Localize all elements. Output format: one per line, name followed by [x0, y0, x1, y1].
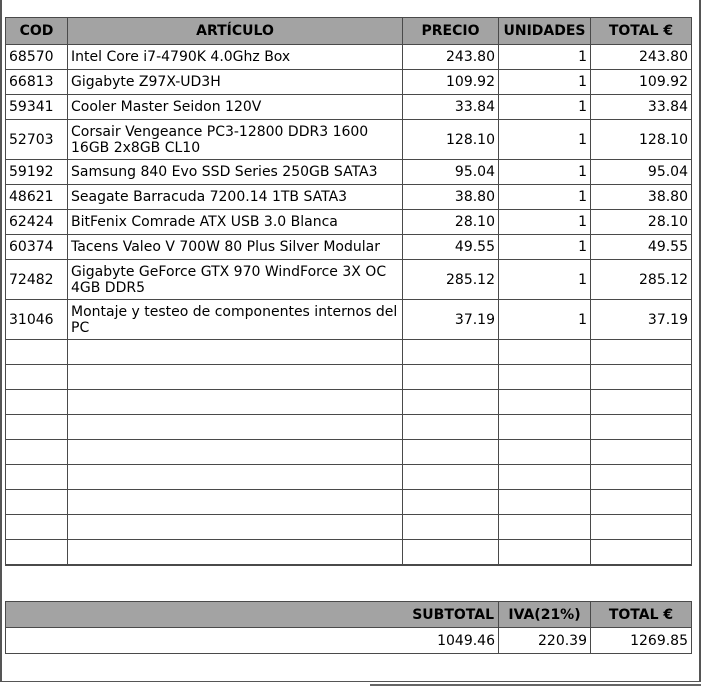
- empty-cell: [499, 465, 591, 490]
- empty-cell: [403, 465, 499, 490]
- empty-cell: [591, 515, 692, 540]
- cell-precio: 33.84: [403, 95, 499, 120]
- totals-header-row: [6, 602, 692, 628]
- empty-cell: [6, 415, 68, 440]
- cell-articulo: Tacens Valeo V 700W 80 Plus Silver Modular: [68, 235, 403, 260]
- cell-total: 37.19: [591, 300, 692, 340]
- table-row: [6, 95, 692, 120]
- empty-cell: [403, 515, 499, 540]
- cell-unidades: 1: [499, 70, 591, 95]
- cell-articulo: Samsung 840 Evo SSD Series 250GB SATA3: [68, 160, 403, 185]
- cell-articulo: Gigabyte GeForce GTX 970 WindForce 3X OC 4GB DDR5: [68, 260, 403, 300]
- empty-cell: [6, 390, 68, 415]
- header-cod: COD: [6, 18, 68, 45]
- empty-cell: [591, 390, 692, 415]
- table-row: [6, 260, 692, 300]
- empty-cell: [68, 390, 403, 415]
- empty-cell: [499, 490, 591, 515]
- cell-total: 33.84: [591, 95, 692, 120]
- table-row: [6, 70, 692, 95]
- cell-cod: 31046: [6, 300, 68, 340]
- empty-cell: [6, 540, 68, 566]
- header-total: TOTAL €: [591, 18, 692, 45]
- empty-cell: [499, 365, 591, 390]
- empty-row: [6, 515, 692, 540]
- cell-cod: 72482: [6, 260, 68, 300]
- cell-precio: 243.80: [403, 45, 499, 70]
- empty-cell: [6, 440, 68, 465]
- cell-precio: 37.19: [403, 300, 499, 340]
- cell-cod: 66813: [6, 70, 68, 95]
- empty-row: [6, 540, 692, 566]
- totals-table: [5, 601, 692, 654]
- empty-cell: [499, 340, 591, 365]
- table-row: [6, 235, 692, 260]
- empty-cell: [68, 415, 403, 440]
- empty-cell: [68, 540, 403, 566]
- empty-cell: [499, 390, 591, 415]
- empty-cell: [6, 340, 68, 365]
- cell-precio: 95.04: [403, 160, 499, 185]
- invoice-items-table: [5, 17, 692, 566]
- cell-precio: 38.80: [403, 185, 499, 210]
- empty-cell: [68, 365, 403, 390]
- empty-cell: [591, 490, 692, 515]
- cell-unidades: 1: [499, 45, 591, 70]
- cell-precio: 285.12: [403, 260, 499, 300]
- header-articulo: ARTÍCULO: [68, 18, 403, 45]
- empty-cell: [499, 440, 591, 465]
- cell-articulo: Corsair Vengeance PC3-12800 DDR3 1600 16GB 2x8GB CL10: [68, 120, 403, 160]
- empty-cell: [591, 540, 692, 566]
- empty-cell: [6, 490, 68, 515]
- cell-total: 128.10: [591, 120, 692, 160]
- cell-unidades: 1: [499, 300, 591, 340]
- cell-precio: 28.10: [403, 210, 499, 235]
- table-row: [6, 45, 692, 70]
- empty-row: [6, 465, 692, 490]
- empty-row: [6, 440, 692, 465]
- empty-cell: [591, 465, 692, 490]
- cell-precio: 109.92: [403, 70, 499, 95]
- subtotal-label: SUBTOTAL: [6, 602, 499, 628]
- cell-total: 95.04: [591, 160, 692, 185]
- empty-cell: [403, 340, 499, 365]
- empty-row: [6, 365, 692, 390]
- table-row: [6, 210, 692, 235]
- cell-unidades: 1: [499, 95, 591, 120]
- cell-total: 243.80: [591, 45, 692, 70]
- cell-total: 285.12: [591, 260, 692, 300]
- empty-row: [6, 415, 692, 440]
- cell-unidades: 1: [499, 185, 591, 210]
- empty-cell: [68, 465, 403, 490]
- empty-cell: [68, 515, 403, 540]
- cell-articulo: BitFenix Comrade ATX USB 3.0 Blanca: [68, 210, 403, 235]
- empty-cell: [68, 340, 403, 365]
- empty-cell: [403, 390, 499, 415]
- empty-row: [6, 390, 692, 415]
- table-row: [6, 120, 692, 160]
- table-row: [6, 185, 692, 210]
- cell-articulo: Intel Core i7-4790K 4.0Ghz Box: [68, 45, 403, 70]
- cell-articulo: Seagate Barracuda 7200.14 1TB SATA3: [68, 185, 403, 210]
- cell-total: 49.55: [591, 235, 692, 260]
- subtotal-value: 1049.46: [6, 628, 499, 654]
- empty-cell: [591, 365, 692, 390]
- empty-cell: [6, 365, 68, 390]
- empty-cell: [403, 415, 499, 440]
- cell-unidades: 1: [499, 210, 591, 235]
- cell-unidades: 1: [499, 160, 591, 185]
- header-precio: PRECIO: [403, 18, 499, 45]
- totals-value-row: [6, 628, 692, 654]
- table-header-row: [6, 18, 692, 45]
- cell-cod: 59341: [6, 95, 68, 120]
- cell-precio: 49.55: [403, 235, 499, 260]
- header-unidades: UNIDADES: [499, 18, 591, 45]
- cell-cod: 52703: [6, 120, 68, 160]
- cell-cod: 68570: [6, 45, 68, 70]
- empty-cell: [499, 540, 591, 566]
- total-value: 1269.85: [591, 628, 692, 654]
- empty-row: [6, 340, 692, 365]
- empty-cell: [6, 515, 68, 540]
- empty-cell: [403, 365, 499, 390]
- cell-unidades: 1: [499, 260, 591, 300]
- table-body: [6, 45, 692, 566]
- cell-cod: 48621: [6, 185, 68, 210]
- cell-articulo: Gigabyte Z97X-UD3H: [68, 70, 403, 95]
- cell-unidades: 1: [499, 235, 591, 260]
- cell-total: 109.92: [591, 70, 692, 95]
- total-label: TOTAL €: [591, 602, 692, 628]
- empty-cell: [68, 490, 403, 515]
- empty-cell: [499, 515, 591, 540]
- empty-cell: [403, 490, 499, 515]
- empty-cell: [591, 415, 692, 440]
- empty-cell: [68, 440, 403, 465]
- iva-label: IVA(21%): [499, 602, 591, 628]
- iva-value: 220.39: [499, 628, 591, 654]
- cell-total: 28.10: [591, 210, 692, 235]
- empty-cell: [499, 415, 591, 440]
- cell-articulo: Cooler Master Seidon 120V: [68, 95, 403, 120]
- cell-total: 38.80: [591, 185, 692, 210]
- empty-cell: [591, 440, 692, 465]
- empty-cell: [6, 465, 68, 490]
- cell-cod: 59192: [6, 160, 68, 185]
- table-row: [6, 300, 692, 340]
- empty-cell: [591, 340, 692, 365]
- table-row: [6, 160, 692, 185]
- cell-cod: 62424: [6, 210, 68, 235]
- cell-articulo: Montaje y testeo de componentes internos del PC: [68, 300, 403, 340]
- cell-cod: 60374: [6, 235, 68, 260]
- cell-precio: 128.10: [403, 120, 499, 160]
- empty-cell: [403, 540, 499, 566]
- empty-cell: [403, 440, 499, 465]
- empty-row: [6, 490, 692, 515]
- cell-unidades: 1: [499, 120, 591, 160]
